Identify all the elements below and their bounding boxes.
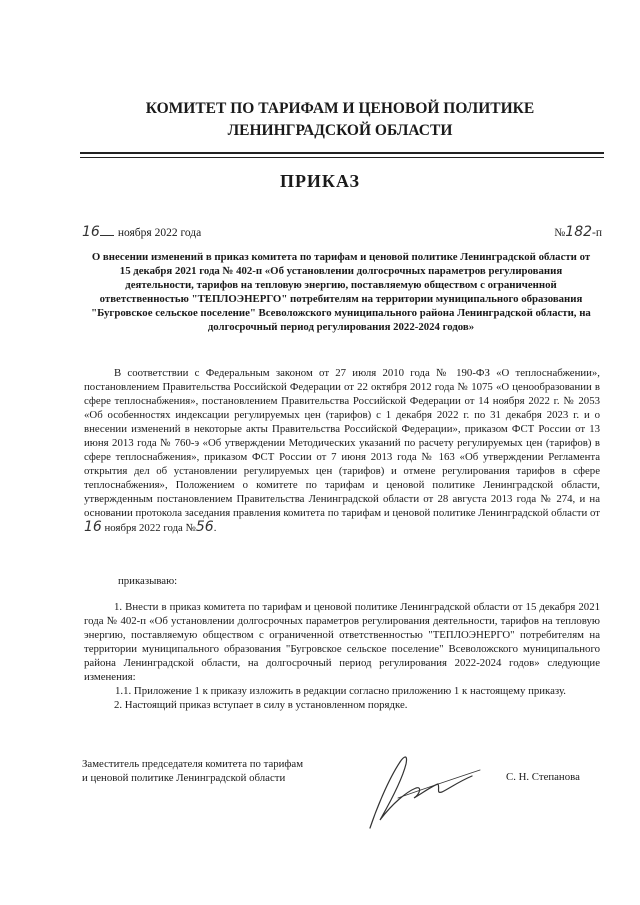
issuer-header [80,98,600,142]
number-value-handwritten: 182 [565,224,593,240]
order-word: приказываю: [118,575,178,587]
protocol-month-year: ноября 2022 года № [104,522,196,534]
number-prefix: № [554,227,566,239]
preamble-text: В соответствии с Федеральным законом от 27 июля 2010 года № 190-ФЗ «О теплоснабжении», постановлением Правительства Российской Федерации от 22 октября 2012 года № 1075 «О ценообразовании в сфере теплоснабжения», постановлением Правительства Российской Федерации от 14 ноября 2022 г. № 2053 «Об особенностях индексации регулируемых цен (тарифов) с 1 декабря 2022 г. по 31 декабря 2023 г. и о внесении изменений в некоторые акты Правительства Российской Федерации», приказом ФСТ России от 13 июня 2013 года № 760-э «Об утверждении Методических указаний по расчету регулируемых цен (тарифов) в сфере теплоснабжения», приказом ФСТ России от 7 июня 2013 года № 163 «Об утверждении Регламента открытия дел об установлении регулируемых цен (тарифов) и отмене регулирования тарифов в сфере теплоснабжения», Положением о комитете по тарифам и ценовой политике Ленинградской области, утвержденным постановлением Правительства Ленинградской области от 28 августа 2013 года № 274, и на основании протокола заседания правления комитета по тарифам и ценовой политике Ленинградской области от [84,367,600,519]
item-2: 2. Настоящий приказ вступает в силу в установленном порядке. [114,699,408,711]
header-rule-thick [80,152,604,154]
issuer-line-2: ЛЕНИНГРАДСКОЙ ОБЛАСТИ [227,122,453,139]
signatory-position [82,757,303,785]
number-suffix: -п [592,227,602,239]
protocol-day-handwritten: 16 [84,519,102,535]
preamble [84,366,600,535]
preamble-paragraph: В соответствии с Федеральным законом от 27 июля 2010 года № 190-ФЗ «О теплоснабжении», постановлением Правительства Российской Федерации от 22 октября 2012 года № 1075 «О ценообразовании в сфере теплоснабжения», постановлением Правительства Российской Федерации от 14 ноября 2022 г. № 2053 «Об особенностях индексации регулируемых цен (тарифов) с 1 декабря 2022 г. по 31 декабря 2023 г. и о внесении изменений в некоторые акты Правительства Российской Федерации», приказом ФСТ России от 13 июня 2013 года № 760-э «Об утверждении Методических указаний по расчету регулируемых цен (тарифов) в сфере теплоснабжения», приказом ФСТ России от 7 июня 2013 года № 163 «Об утверждении Регламента открытия дел об установлении регулируемых цен (тарифов) и отмене регулирования тарифов в сфере теплоснабжения», Положением о комитете по тарифам и ценовой политике Ленинградской области, утвержденным постановлением Правительства Ленинградской области от 28 августа 2013 года № 274, и на основании протокола заседания правления комитета по тарифам и ценовой политике Ленинградской области от 16 ноября 2022 года №56. [84,367,600,535]
date-day-handwritten: 16 [82,224,100,240]
protocol-number-handwritten: 56 [195,519,214,535]
signatory-position-line-1: Заместитель председателя комитета по тарифам [82,758,304,770]
item-1-1: 1.1. Приложение 1 к приказу изложить в редакции согласно приложению 1 к настоящему приказу. [115,685,566,697]
signatory-name: С. Н. Степанова [506,771,580,783]
handwritten-signature [340,740,490,835]
document-number [554,224,602,240]
document-date [82,224,201,240]
document-title: ПРИКАЗ [279,171,361,191]
document-subject: О внесении изменений в приказ комитета по тарифам и ценовой политике Ленинградской области от 15 декабря 2021 года № 402-п «Об установлении долгосрочных параметров регулирования деятельности, тарифов на тепловую энергию, поставляемую обществом с ограниченной ответственностью "ТЕПЛОЭНЕРГО" потребителям на территории муниципального образования "Бугровское сельское поселение" Всеволожского муниципального района Ленинградской области, на долгосрочный период регулирования 2022-2024 годов» [91,251,591,333]
signatory-position-line-2: и ценовой политике Ленинградской области [82,772,286,784]
item-1: 1. Внести в приказ комитета по тарифам и ценовой политике Ленинградской области от 15 декабря 2021 года № 402-п «Об установлении долгосрочных параметров регулирования деятельности, тарифов на тепловую энергию, поставляемую обществом с ограниченной ответственностью "ТЕПЛОЭНЕРГО" потребителям на территории муниципального образования "Бугровское сельское поселение" Всеволожского муниципального района Ленинградской области, на долгосрочный период регулирования 2022-2024 годов» следующие изменения: [84,601,600,683]
issuer-line-1: КОМИТЕТ ПО ТАРИФАМ И ЦЕНОВОЙ ПОЛИТИКЕ [145,100,535,117]
order-items [84,600,600,712]
date-month-year: ноября 2022 года [117,227,202,239]
header-rule-thin [80,157,604,158]
